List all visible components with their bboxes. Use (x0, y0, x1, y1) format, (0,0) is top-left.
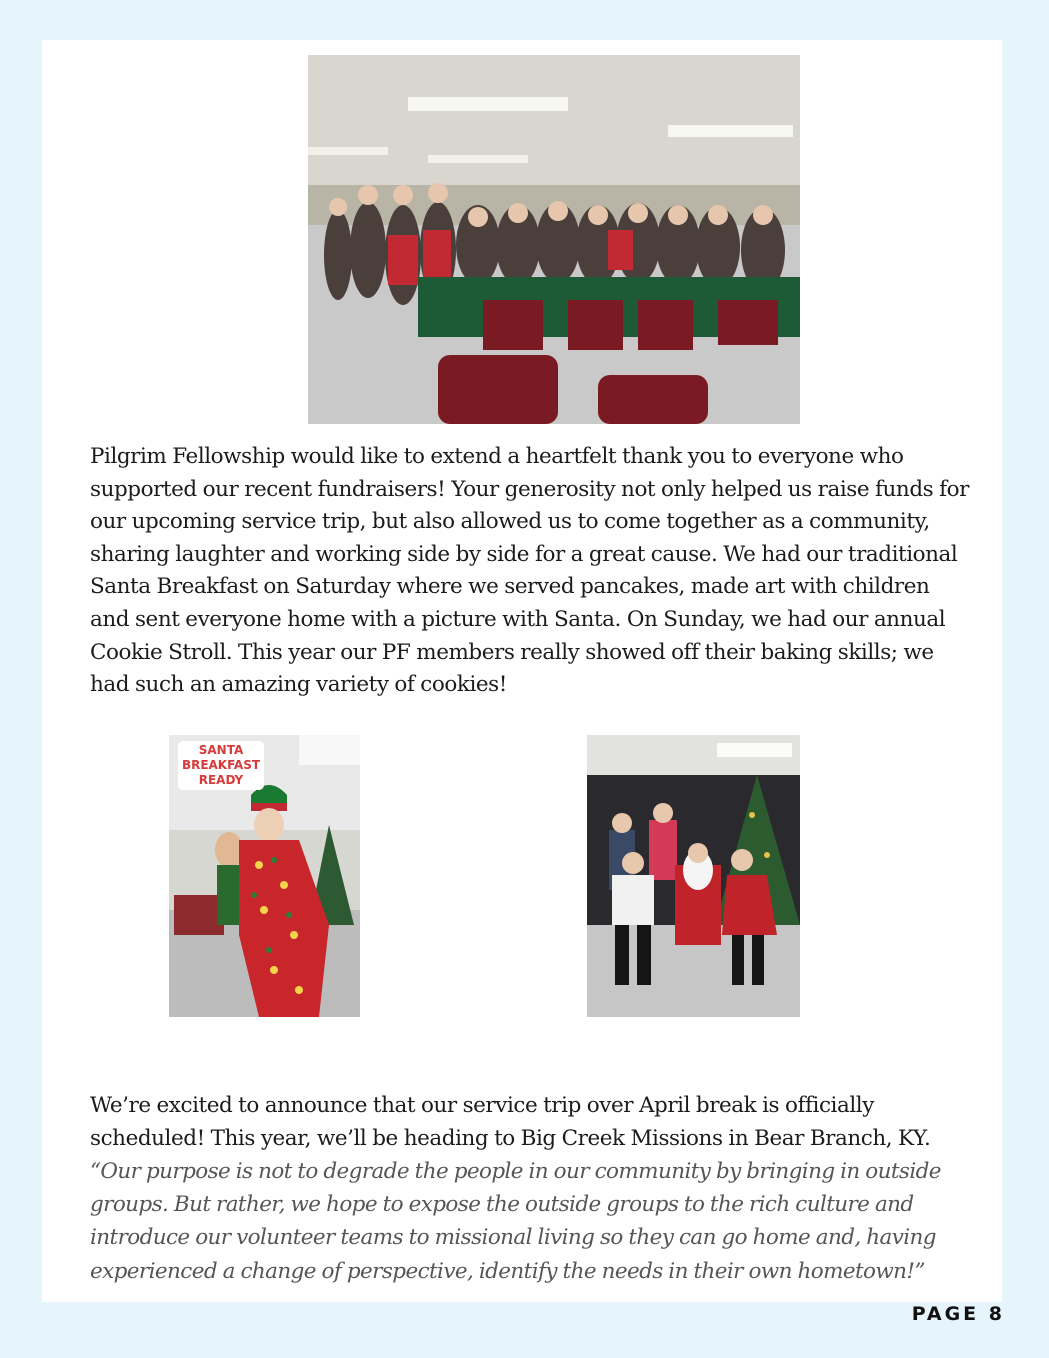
santa-visit-photo (587, 735, 800, 1017)
sign-line-1: SANTA (198, 743, 244, 757)
santa-breakfast-sign (178, 741, 264, 790)
intro-paragraph: Pilgrim Fellowship would like to extend a heartfelt thank you to everyone who supported our recent fundraisers! Your generosity not only helped us raise funds for our upcoming service trip, but also allowed us to come together as a community, sharing laughter and working side by side for a great cause. We had our traditional Santa Breakfast on Saturday where we served pancakes, made art with children and sent everyone home with a picture with Santa. On Sunday, we had our annual Cookie Stroll. This year our PF members really showed off their baking skills; we had such an amazing variety of cookies! (90, 444, 969, 698)
page-number: PAGE 8 (911, 1303, 1005, 1325)
sign-line-3: READY (198, 773, 244, 787)
announcement-paragraph: We’re excited to announce that our service trip over April break is officially scheduled! This year, we’ll be heading to Big Creek Missions in Bear Branch, KY. (90, 1093, 931, 1151)
sign-line-2: BREAKFAST (181, 758, 261, 772)
group-photo (308, 55, 800, 424)
elf-costume-photo (169, 735, 360, 1017)
newsletter-page (42, 40, 1002, 1302)
mission-quote: “Our purpose is not to degrade the people in our community by bringing in outside groups. But rather, we hope to expose the outside groups to the rich culture and introduce our volunteer teams to missional living so they can go home and, having experienced a change of perspective, identify the needs in their own hometown!” (90, 1159, 941, 1284)
santa-visit-illustration (587, 735, 800, 1017)
group-photo-illustration (308, 55, 800, 424)
